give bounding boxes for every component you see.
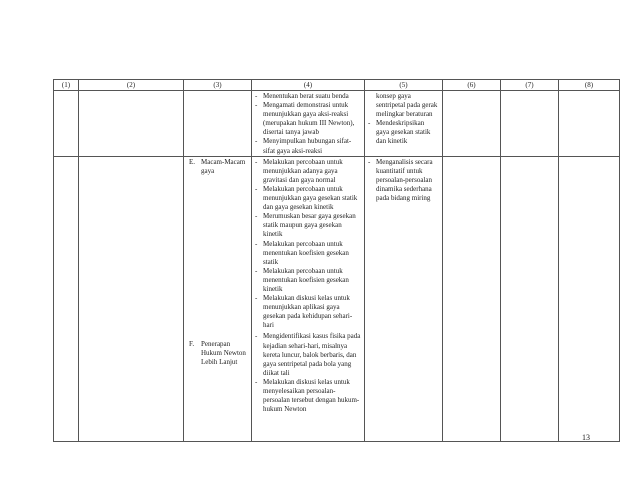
table-row <box>54 156 620 441</box>
topic-f-text: Penerapan Hukum Newton Lebih Lanjut <box>201 339 246 367</box>
list-item: - Melakukan diskusi kelas untuk menunjukkan aplikasi gaya gesekan pada kehidupan sehari-hari <box>255 294 361 330</box>
list-item: - Menentukan berat suatu benda <box>255 92 361 101</box>
row1-col6 <box>443 91 501 157</box>
row2-activities-e-list <box>255 158 361 331</box>
row2-col6 <box>443 156 501 441</box>
list-item: - Melakukan percobaan untuk menentukan koefisien gesekan kinetik <box>255 267 361 294</box>
header-col-4: (4) <box>252 80 365 91</box>
list-item: - Melakukan percobaan untuk menunjukkan adanya gaya gravitasi dan gaya normal <box>255 158 361 185</box>
syllabus-table <box>53 79 620 442</box>
header-col-5: (5) <box>365 80 443 91</box>
topic-e-text: Macam-Macam gaya <box>201 157 246 175</box>
row2-col2 <box>79 156 184 441</box>
list-item: - Melakukan percobaan untuk menentukan koefisien gesekan statik <box>255 240 361 267</box>
row1-col5 <box>365 91 443 157</box>
row2-indicator-list <box>368 158 439 203</box>
row2-col4 <box>252 156 365 441</box>
topic-e-label: E. <box>189 157 196 166</box>
table-row <box>54 91 620 157</box>
row1-indicator-list <box>368 119 439 146</box>
row1-col1 <box>54 91 79 157</box>
list-item: - Merumuskan besar gaya gesekan statik maupun gaya gesekan kinetik <box>255 212 361 239</box>
topic-f <box>189 340 248 367</box>
header-col-8: (8) <box>559 80 620 91</box>
row1-col8 <box>559 91 620 157</box>
row2-col3 <box>184 156 252 441</box>
header-col-1: (1) <box>54 80 79 91</box>
list-item: - Mengidentifikasi kasus fisika pada kejadian sehari-hari, misalnya kereta luncur, balok berbaris, dan gaya sentripetal pada bola yang diikat tali <box>255 332 361 377</box>
header-col-2: (2) <box>79 80 184 91</box>
row1-col2 <box>79 91 184 157</box>
list-item: - Menyimpulkan hubungan sifat-sifat gaya aksi-reaksi <box>255 137 361 155</box>
header-col-7: (7) <box>501 80 559 91</box>
page-number: 13 <box>582 433 590 442</box>
row2-col7 <box>501 156 559 441</box>
row1-indicator-intro: konsep gaya sentripetal pada gerak melingkar beraturan <box>376 92 438 119</box>
header-col-6: (6) <box>443 80 501 91</box>
topic-e <box>189 158 248 176</box>
header-row <box>54 80 620 91</box>
row1-col4 <box>252 91 365 157</box>
list-item: - Melakukan percobaan untuk menunjukkan gaya gesekan statik dan gaya gesekan kinetik <box>255 185 361 212</box>
row1-col3 <box>184 91 252 157</box>
list-item: - Melakukan diskusi kelas untuk menyelesaikan persoalan-persoalan tersebut dengan hukum-hukum Newton <box>255 378 361 414</box>
topic-f-label: F. <box>189 339 195 348</box>
row1-col7 <box>501 91 559 157</box>
row2-col5 <box>365 156 443 441</box>
list-item: - Mendeskripsikan gaya gesekan statik dan kinetik <box>368 119 439 146</box>
header-col-3: (3) <box>184 80 252 91</box>
row2-col8 <box>559 156 620 441</box>
row2-activities-f-list <box>255 332 361 414</box>
list-item: - Mengamati demonstrasi untuk menunjukkan gaya aksi-reaksi (merupakan hukum III Newton), disertai tanya jawab <box>255 101 361 137</box>
row1-activities-list <box>255 92 361 156</box>
row2-col1 <box>54 156 79 441</box>
list-item: - Menganalisis secara kuantitatif untuk persoalan-persoalan dinamika sederhana pada bidang miring <box>368 158 439 203</box>
